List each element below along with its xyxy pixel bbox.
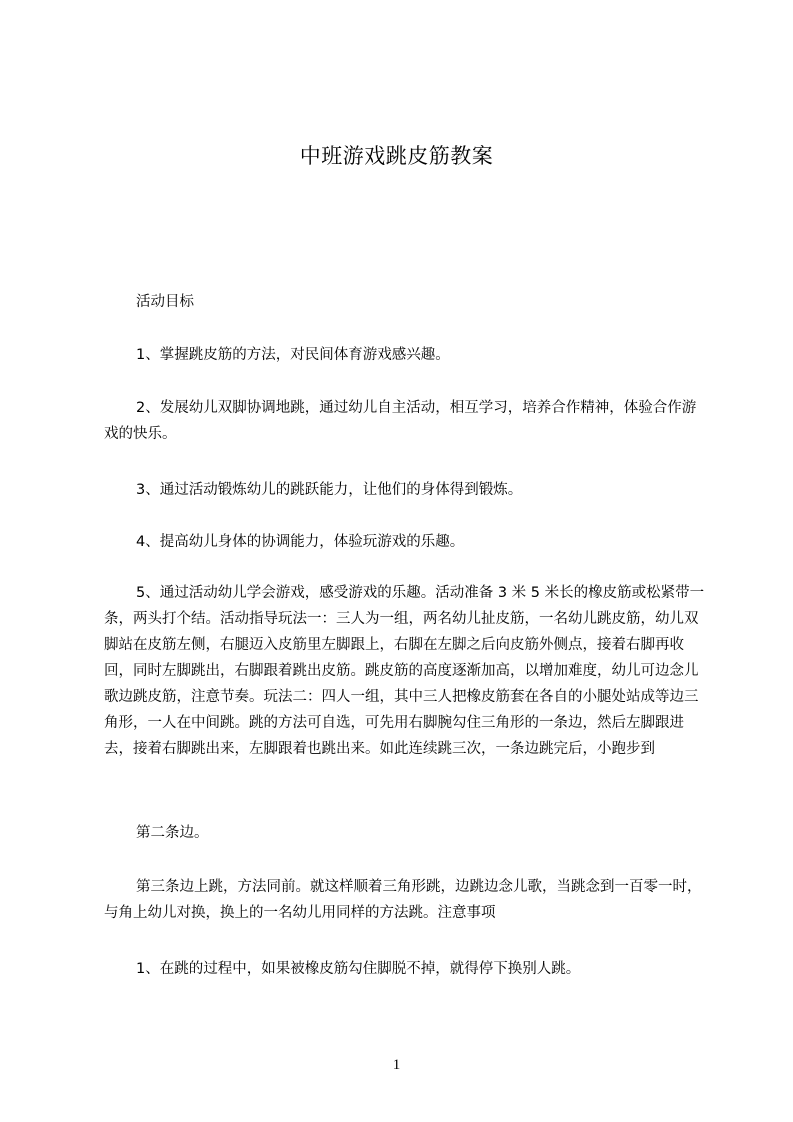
document-title: 中班游戏跳皮筋教案 — [299, 144, 494, 168]
paragraph-note-1: 1、在跳的过程中，如果被橡皮筋勾住脚脱不掉，就得停下换别人跳。 — [136, 961, 581, 977]
page-number: 1 — [392, 1057, 401, 1073]
paragraph-goal-3: 3、通过活动锻炼幼儿的跳跃能力，让他们的身体得到锻炼。 — [136, 482, 523, 498]
paragraph-third-side: 第三条边上跳，方法同前。就这样顺着三角形跳，边跳边念儿歌，当跳念到一百零一时，与角上幼儿对换，换上的一名幼儿用同样的方法跳。注意事项 — [104, 879, 702, 921]
paragraph-goal-2: 2、发展幼儿双脚协调地跳，通过幼儿自主活动，相互学习，培养合作精神，体验合作游戏的快乐。 — [104, 400, 697, 442]
paragraph-second-side: 第二条边。 — [136, 825, 209, 841]
paragraph-goal-5-preparation-and-guidance: 5、通过活动幼儿学会游戏，感受游戏的乐趣。活动准备 3 米 5 米长的橡皮筋或松紧带一条，两头打个结。活动指导玩法一：三人为一组，两名幼儿扯皮筋，一名幼儿跳皮筋，幼儿双脚站在皮筋左侧，右腿迈入皮筋里左脚跟上，右脚在左脚之后向皮筋外侧点，接着右脚再收回，同时左脚跳出，右脚跟着跳出皮筋。跳皮筋的高度逐渐加高，以增加难度，幼儿可边念儿歌边跳皮筋，注意节奏。玩法二：四人一组，其中三人把橡皮筋套在各自的小腿处站成等边三角形，一人在中间跳。跳的方法可自选，可先用右脚腕勾住三角形的一条边，然后左脚跟进去，接着右脚跳出来，左脚跟着也跳出来。如此连续跳三次，一条边跳完后，小跑步到 — [104, 585, 705, 757]
paragraph-goal-1: 1、掌握跳皮筋的方法，对民间体育游戏感兴趣。 — [136, 347, 450, 363]
section-heading-activity-goals: 活动目标 — [136, 294, 194, 310]
paragraph-goal-4: 4、提高幼儿身体的协调能力，体验玩游戏的乐趣。 — [136, 534, 465, 550]
